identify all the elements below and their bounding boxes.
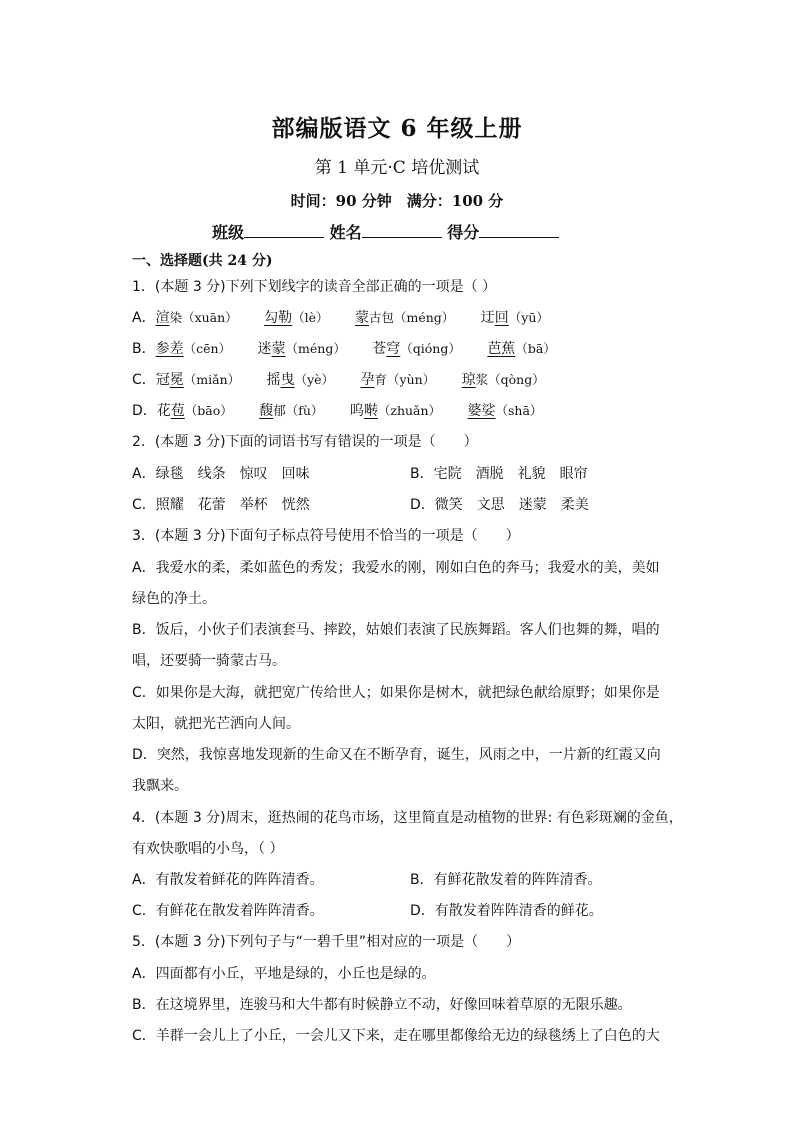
class-blank: [244, 221, 324, 238]
q1-c-item-3: 孕育（yùn）: [360, 372, 436, 388]
q5-option-c: C．羊群一会儿上了小丘，一会儿又下来，走在哪里都像给无边的绿毯绣上了白色的大: [132, 1028, 660, 1044]
name-label: 姓名: [329, 223, 362, 242]
q3-option-a-line1: A．我爱水的柔，柔如蓝色的秀发；我爱水的刚，刚如白色的奔马；我爱水的美，美如: [132, 560, 660, 576]
student-info-line: [212, 220, 559, 243]
score-label: 得分: [447, 223, 480, 242]
name-blank: [362, 221, 442, 238]
q3-option-c-line1: C．如果你是大海，就把宽广传给世人；如果你是树木，就把绿色献给原野；如果你是: [132, 685, 660, 701]
q3-option-c-line2: 太阳，就把光芒洒向人间。: [132, 716, 300, 732]
q3-option-a-line2: 绿色的净土。: [132, 591, 216, 607]
page-title: 部编版语文 6 年级上册: [271, 115, 523, 142]
q1-b-item-3: 苍穹（qióng）: [372, 341, 461, 357]
q1-d-item-4: 婆娑（shā）: [467, 403, 543, 419]
q3-stem: 3．(本题 3 分)下面句子标点符号使用不恰当的一项是（ ）: [132, 528, 520, 544]
q4-option-b: B．有鲜花散发着的阵阵清香。: [410, 872, 602, 888]
q1-stem: 1．(本题 3 分)下列下划线字的读音全部正确的一项是（ ）: [132, 279, 497, 295]
q2-stem: 2．(本题 3 分)下面的词语书写有错误的一项是（ ）: [132, 434, 478, 450]
q3-option-b-line1: B．饭后，小伙子们表演套马、摔跤，姑娘们表演了民族舞蹈。客人们也舞的舞，唱的: [132, 622, 660, 638]
q5-option-a: A．四面都有小丘，平地是绿的，小丘也是绿的。: [132, 966, 436, 982]
q1-b-item-1: B．参差（cēn）: [132, 341, 232, 357]
q1-option-b: [132, 338, 578, 358]
unit-subtitle: 第 1 单元·C 培优测试: [314, 158, 480, 178]
q2-option-b: B．宅院 酒脱 礼貌 眼帘: [410, 466, 588, 482]
q4-stem-line1: 4．(本题 3 分)周末，逛热闹的花鸟市场，这里简直是动植物的世界: 有色彩斑斓的金鱼，: [132, 810, 683, 826]
q1-d-item-1: D．花苞（bāo）: [132, 403, 233, 419]
q4-option-a: A．有散发着鲜花的阵阵清香。: [132, 872, 324, 888]
q1-a-item-2: 勾勒（lè）: [264, 310, 329, 326]
q1-b-item-4: 芭蕉（bā）: [487, 341, 556, 357]
q1-c-item-1: C．冠冕（miǎn）: [132, 372, 241, 388]
q1-option-c: [132, 369, 567, 389]
q2-option-a: A．绿毯 线条 惊叹 回味: [132, 466, 310, 482]
q3-option-d-line1: D．突然，我惊喜地发现新的生命又在不断孕育，诞生，风雨之中，一片新的红霞又向: [132, 747, 661, 763]
q1-option-d: [132, 400, 564, 420]
class-label: 班级: [212, 223, 245, 242]
q5-stem: 5．(本题 3 分)下列句子与“一碧千里”相对应的一项是（ ）: [132, 934, 521, 950]
q5-option-b: B．在这境界里，连骏马和大牛都有时候静立不动，好像回味着草原的无限乐趣。: [132, 997, 632, 1013]
q1-c-item-2: 摇曳（yè）: [266, 372, 335, 388]
q1-d-item-2: 馥郁（fù）: [259, 403, 324, 419]
q3-option-d-line2: 我飘来。: [132, 778, 188, 794]
q1-a-item-4: 迂回（yū）: [480, 310, 549, 326]
q2-option-d: D．微笑 文思 迷蒙 柔美: [410, 497, 589, 513]
section-heading: 一、选择题(共 24 分): [132, 253, 273, 269]
q4-option-c: C．有鲜花在散发着阵阵清香。: [132, 903, 324, 919]
q1-option-a: [132, 307, 571, 327]
time-score-info: 时间：90 分钟 满分：100 分: [290, 192, 504, 210]
q4-option-d: D．有散发着阵阵清香的鲜花。: [410, 903, 603, 919]
q1-c-item-4: 琼浆（qòng）: [461, 372, 545, 388]
q1-b-item-2: 迷蒙（méng）: [257, 341, 346, 357]
q3-option-b-line2: 唱，还要骑一骑蒙古马。: [132, 653, 286, 669]
q1-d-item-3: 呜啭（zhuǎn）: [349, 403, 442, 419]
score-blank: [479, 221, 559, 238]
q1-a-item-3: 蒙古包（méng）: [355, 310, 455, 326]
q4-stem-line2: 有欢快歌唱的小鸟，（ ）: [132, 841, 284, 857]
q1-a-item-1: A．渲染（xuān）: [132, 310, 238, 326]
q2-option-c: C．照耀 花蕾 举杯 恍然: [132, 497, 310, 513]
